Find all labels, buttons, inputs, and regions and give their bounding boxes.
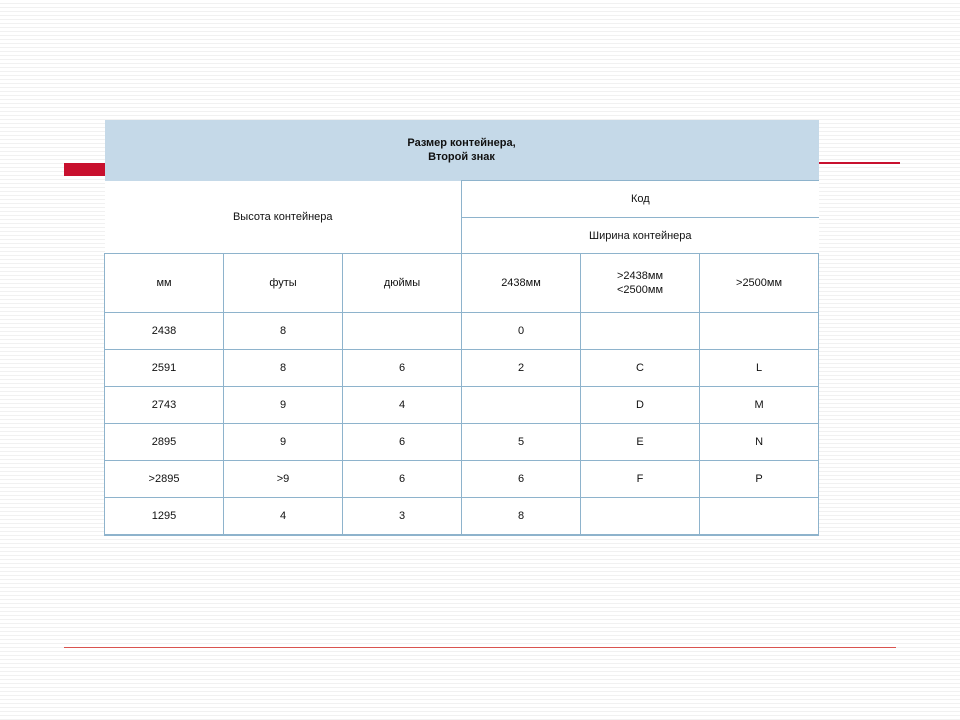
cell-inches: 6 [343, 424, 462, 461]
cell-feet: 8 [224, 313, 343, 350]
cell-code-over-2500: L [700, 350, 819, 387]
unit-mm: мм [105, 254, 224, 313]
cell-code-2438-2500: E [581, 424, 700, 461]
table-title-line-2: Второй знак [428, 151, 495, 163]
table-row [105, 498, 819, 536]
cell-inches: 4 [343, 387, 462, 424]
cell-inches: 6 [343, 461, 462, 498]
cell-code-2438: 8 [462, 498, 581, 536]
table-row [105, 424, 819, 461]
cell-feet: 9 [224, 387, 343, 424]
cell-mm: 2591 [105, 350, 224, 387]
cell-feet: >9 [224, 461, 343, 498]
cell-inches: 3 [343, 498, 462, 536]
cell-mm: >2895 [105, 461, 224, 498]
container-size-table [104, 120, 819, 536]
cell-code-2438: 2 [462, 350, 581, 387]
cell-code-2438-2500: C [581, 350, 700, 387]
table-title-line-1: Размер контейнера, [407, 137, 516, 149]
cell-code-2438-2500: D [581, 387, 700, 424]
units-row [105, 254, 819, 313]
cell-mm: 2743 [105, 387, 224, 424]
cell-inches: 6 [343, 350, 462, 387]
unit-width-over-2500: >2500мм [700, 254, 819, 313]
table-row [105, 313, 819, 350]
cell-code-2438: 5 [462, 424, 581, 461]
cell-code-over-2500: P [700, 461, 819, 498]
cell-feet: 9 [224, 424, 343, 461]
unit-width-2438: 2438мм [462, 254, 581, 313]
cell-code-over-2500: N [700, 424, 819, 461]
cell-code-over-2500: M [700, 387, 819, 424]
table-row [105, 461, 819, 498]
cell-mm: 1295 [105, 498, 224, 536]
cell-code-2438-2500 [581, 313, 700, 350]
cell-inches [343, 313, 462, 350]
cell-code-2438-2500 [581, 498, 700, 536]
table-row [105, 350, 819, 387]
header-row-code [105, 181, 819, 218]
unit-width-2438-2500 [581, 254, 700, 313]
red-accent-line [818, 162, 900, 164]
cell-feet: 4 [224, 498, 343, 536]
cell-mm: 2895 [105, 424, 224, 461]
height-header: Высота контейнера [105, 181, 462, 254]
red-accent-block [64, 163, 106, 176]
cell-code-over-2500 [700, 498, 819, 536]
width-header: Ширина контейнера [462, 218, 819, 254]
table-title-row [105, 120, 819, 181]
unit-inches: дюймы [343, 254, 462, 313]
cell-code-2438 [462, 387, 581, 424]
cell-mm: 2438 [105, 313, 224, 350]
cell-feet: 8 [224, 350, 343, 387]
cell-code-2438: 0 [462, 313, 581, 350]
cell-code-2438: 6 [462, 461, 581, 498]
unit-feet: футы [224, 254, 343, 313]
cell-code-2438-2500: F [581, 461, 700, 498]
cell-code-over-2500 [700, 313, 819, 350]
code-header: Код [462, 181, 819, 218]
table-title [105, 120, 819, 181]
unit-width-range-max: <2500мм [616, 284, 664, 296]
footer-divider-line [64, 647, 896, 648]
unit-width-range-min: >2438мм [616, 270, 664, 282]
table-row [105, 387, 819, 424]
